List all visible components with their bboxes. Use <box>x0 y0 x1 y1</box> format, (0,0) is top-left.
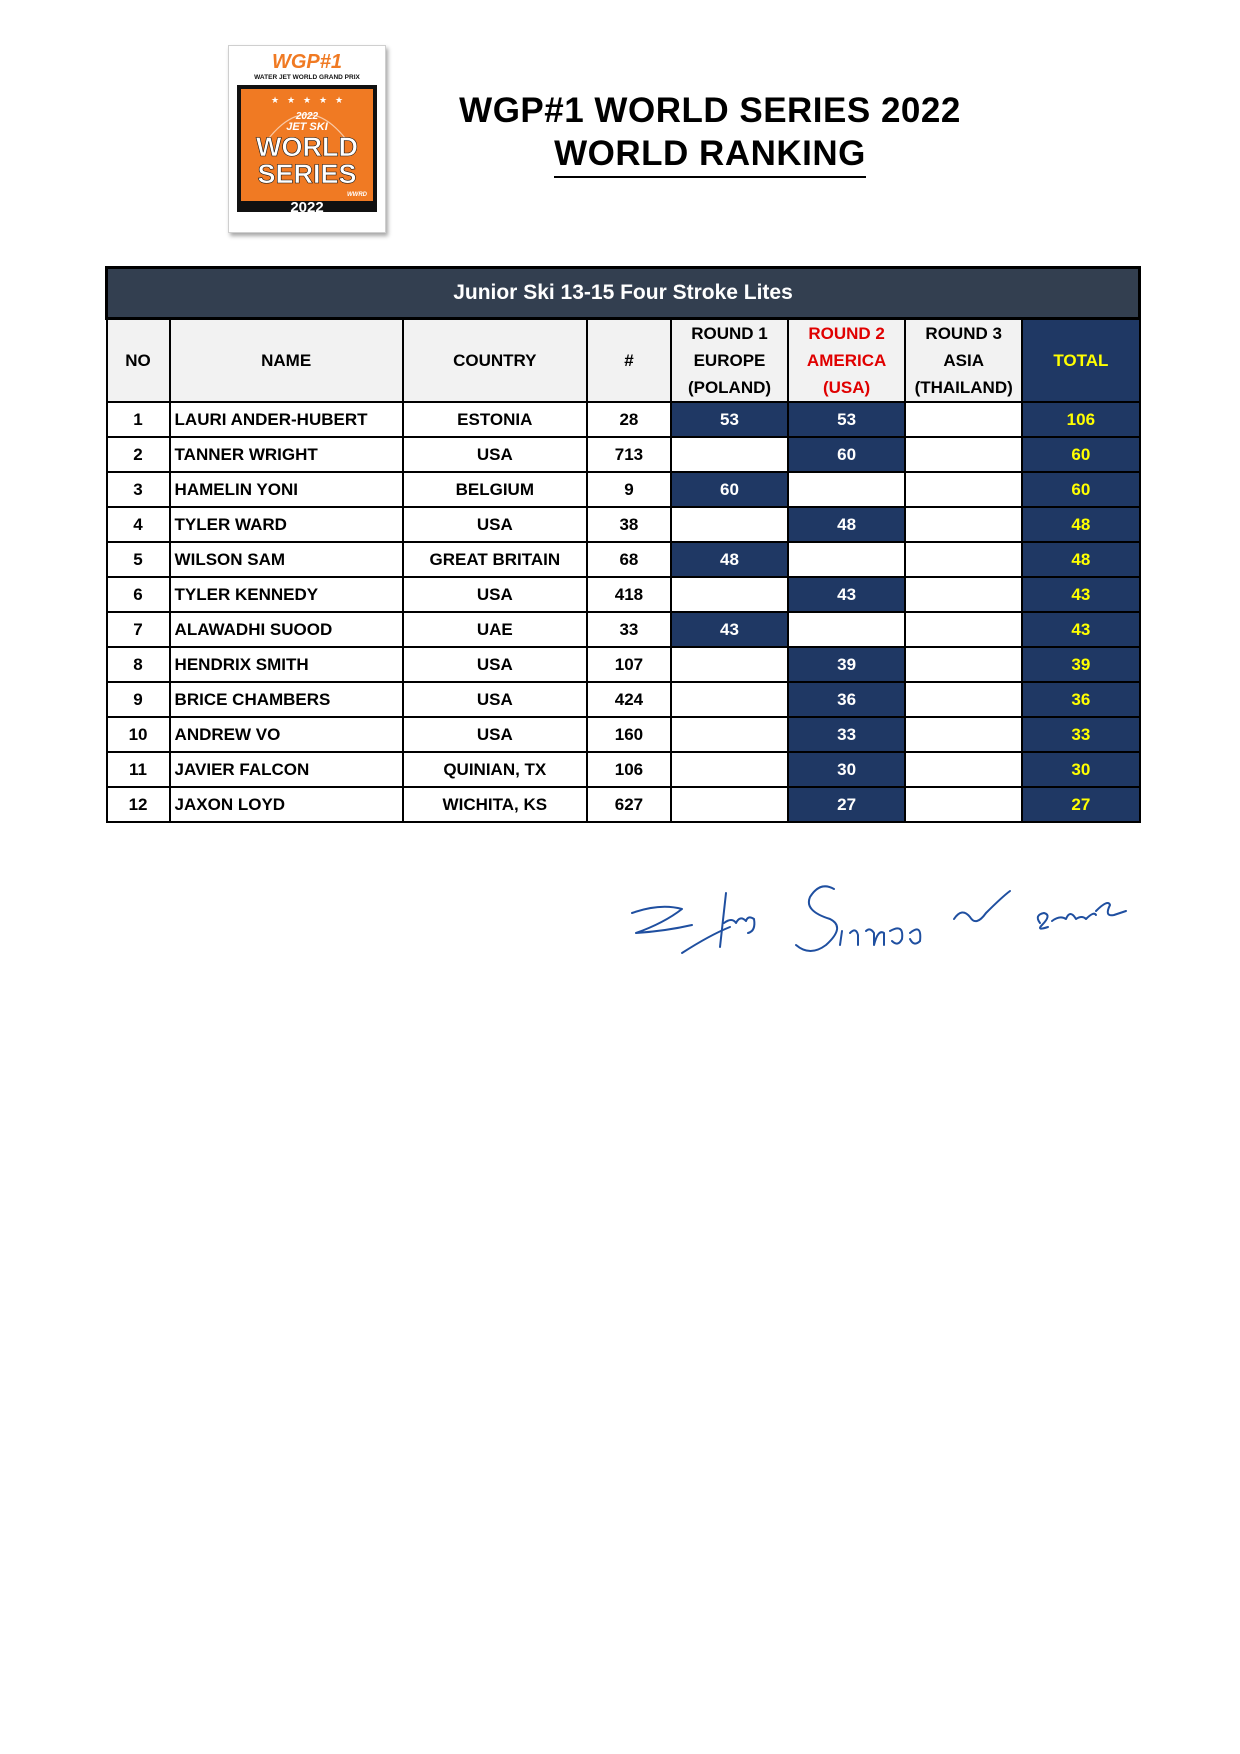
cell-name: ALAWADHI SUOOD <box>170 612 403 647</box>
cell-country: UAE <box>403 612 587 647</box>
cell-total: 106 <box>1022 402 1139 437</box>
cell-country: ESTONIA <box>403 402 587 437</box>
logo-series-text: SERIES <box>257 159 357 189</box>
table-row <box>107 717 1140 752</box>
cell-country: USA <box>403 437 587 472</box>
cell-round1 <box>671 717 788 752</box>
cell-no: 1 <box>107 402 170 437</box>
cell-round2 <box>788 472 905 507</box>
cell-round1 <box>671 647 788 682</box>
table-row <box>107 647 1140 682</box>
cell-total: 27 <box>1022 787 1139 822</box>
cell-no: 12 <box>107 787 170 822</box>
cell-round2 <box>788 542 905 577</box>
ranking-table <box>105 266 1141 823</box>
cell-name: ANDREW VO <box>170 717 403 752</box>
cell-name: TANNER WRIGHT <box>170 437 403 472</box>
cell-round1 <box>671 507 788 542</box>
cell-round1 <box>671 437 788 472</box>
cell-country: QUINIAN, TX <box>403 752 587 787</box>
cell-round2: 30 <box>788 752 905 787</box>
cell-round3 <box>905 577 1022 612</box>
cell-country: USA <box>403 682 587 717</box>
cell-no: 8 <box>107 647 170 682</box>
cell-no: 7 <box>107 612 170 647</box>
header-round2-line2: AMERICA <box>806 351 887 370</box>
cell-country: WICHITA, KS <box>403 787 587 822</box>
logo-year-text: 2022 <box>290 199 324 216</box>
header-no: NO <box>107 319 170 403</box>
cell-round3 <box>905 507 1022 542</box>
header-round2 <box>788 319 905 403</box>
cell-total: 48 <box>1022 507 1139 542</box>
signature-2 <box>796 886 920 951</box>
cell-name: HAMELIN YONI <box>170 472 403 507</box>
svg-text:★: ★ <box>302 96 312 106</box>
table-header-row <box>107 319 1140 403</box>
header-round1-line2: EUROPE <box>693 351 766 370</box>
table-row <box>107 787 1140 822</box>
svg-text:★: ★ <box>270 96 280 106</box>
table-row <box>107 402 1140 437</box>
cell-round2: 33 <box>788 717 905 752</box>
cell-round2: 36 <box>788 682 905 717</box>
cell-no: 4 <box>107 507 170 542</box>
cell-round3 <box>905 437 1022 472</box>
cell-no: 2 <box>107 437 170 472</box>
cell-round1 <box>671 682 788 717</box>
cell-number: 418 <box>587 577 671 612</box>
svg-text:★: ★ <box>334 96 344 106</box>
header-round1-line1: ROUND 1 <box>691 324 768 343</box>
cell-total: 60 <box>1022 472 1139 507</box>
cell-round1 <box>671 577 788 612</box>
cell-no: 9 <box>107 682 170 717</box>
cell-country: BELGIUM <box>403 472 587 507</box>
wgp-world-series-logo <box>228 45 386 233</box>
title-series: WGP#1 WORLD SERIES 2022 <box>459 91 961 130</box>
cell-no: 5 <box>107 542 170 577</box>
cell-total: 36 <box>1022 682 1139 717</box>
cell-name: WILSON SAM <box>170 542 403 577</box>
signature-3 <box>954 891 1010 921</box>
cell-round3 <box>905 542 1022 577</box>
cell-total: 60 <box>1022 437 1139 472</box>
cell-number: 627 <box>587 787 671 822</box>
cell-number: 38 <box>587 507 671 542</box>
header-country: COUNTRY <box>403 319 587 403</box>
logo-small-year: 2022 <box>295 111 319 122</box>
header-round1 <box>671 319 788 403</box>
cell-round2: 27 <box>788 787 905 822</box>
cell-no: 3 <box>107 472 170 507</box>
cell-country: USA <box>403 577 587 612</box>
cell-name: HENDRIX SMITH <box>170 647 403 682</box>
logo-jetski-text: JET SKI <box>286 121 328 133</box>
table-caption: Junior Ski 13-15 Four Stroke Lites <box>107 268 1140 319</box>
cell-round3 <box>905 682 1022 717</box>
cell-no: 11 <box>107 752 170 787</box>
header-round3 <box>905 319 1022 403</box>
cell-round3 <box>905 787 1022 822</box>
logo-tag-text: WWRD <box>347 192 367 198</box>
table-row <box>107 577 1140 612</box>
cell-round3 <box>905 752 1022 787</box>
cell-total: 43 <box>1022 577 1139 612</box>
cell-round1 <box>671 752 788 787</box>
signature-4 <box>1038 903 1126 929</box>
header-round3-line1: ROUND 3 <box>925 324 1002 343</box>
cell-total: 48 <box>1022 542 1139 577</box>
cell-no: 10 <box>107 717 170 752</box>
header-round2-line3: (USA) <box>822 378 871 397</box>
logo-subtitle-text: WATER JET WORLD GRAND PRIX <box>254 74 360 81</box>
header-round1-line3: (POLAND) <box>687 378 772 397</box>
cell-round1: 60 <box>671 472 788 507</box>
cell-name: JAVIER FALCON <box>170 752 403 787</box>
cell-name: JAXON LOYD <box>170 787 403 822</box>
ranking-table-container <box>105 266 1141 823</box>
page-title <box>400 88 1020 178</box>
cell-round3 <box>905 612 1022 647</box>
cell-round2: 43 <box>788 577 905 612</box>
table-row <box>107 542 1140 577</box>
cell-country: USA <box>403 717 587 752</box>
cell-name: TYLER WARD <box>170 507 403 542</box>
cell-name: BRICE CHAMBERS <box>170 682 403 717</box>
cell-round3 <box>905 717 1022 752</box>
svg-text:★: ★ <box>318 96 328 106</box>
cell-number: 160 <box>587 717 671 752</box>
cell-number: 424 <box>587 682 671 717</box>
table-row <box>107 437 1140 472</box>
svg-text:★: ★ <box>286 96 296 106</box>
cell-round3 <box>905 402 1022 437</box>
cell-round2 <box>788 612 905 647</box>
cell-round3 <box>905 647 1022 682</box>
header-round3-line2: ASIA <box>943 351 984 370</box>
cell-name: TYLER KENNEDY <box>170 577 403 612</box>
header-total: TOTAL <box>1022 319 1139 403</box>
cell-round2: 60 <box>788 437 905 472</box>
cell-round2: 53 <box>788 402 905 437</box>
cell-country: USA <box>403 647 587 682</box>
header-round2-line1: ROUND 2 <box>808 324 885 343</box>
cell-country: USA <box>403 507 587 542</box>
cell-round1: 48 <box>671 542 788 577</box>
cell-number: 68 <box>587 542 671 577</box>
cell-total: 39 <box>1022 647 1139 682</box>
header-round3-line3: (THAILAND) <box>914 378 1013 397</box>
cell-number: 28 <box>587 402 671 437</box>
cell-no: 6 <box>107 577 170 612</box>
cell-total: 43 <box>1022 612 1139 647</box>
ranking-table-body <box>107 402 1140 822</box>
header-name: NAME <box>170 319 403 403</box>
signatures <box>620 875 1140 980</box>
signature-1 <box>632 893 754 953</box>
table-row <box>107 472 1140 507</box>
cell-number: 713 <box>587 437 671 472</box>
cell-round3 <box>905 472 1022 507</box>
cell-total: 33 <box>1022 717 1139 752</box>
cell-number: 106 <box>587 752 671 787</box>
cell-round1 <box>671 787 788 822</box>
cell-number: 9 <box>587 472 671 507</box>
cell-round2: 48 <box>788 507 905 542</box>
cell-round1: 53 <box>671 402 788 437</box>
table-row <box>107 507 1140 542</box>
cell-number: 107 <box>587 647 671 682</box>
logo-brand-text: WGP#1 <box>271 51 343 73</box>
cell-number: 33 <box>587 612 671 647</box>
cell-round1: 43 <box>671 612 788 647</box>
cell-country: GREAT BRITAIN <box>403 542 587 577</box>
header-number: # <box>587 319 671 403</box>
table-row <box>107 752 1140 787</box>
table-row <box>107 682 1140 717</box>
logo-world-text: WORLD <box>256 132 358 162</box>
cell-name: LAURI ANDER-HUBERT <box>170 402 403 437</box>
cell-total: 30 <box>1022 752 1139 787</box>
cell-round2: 39 <box>788 647 905 682</box>
title-ranking: WORLD RANKING <box>554 134 866 178</box>
table-row <box>107 612 1140 647</box>
